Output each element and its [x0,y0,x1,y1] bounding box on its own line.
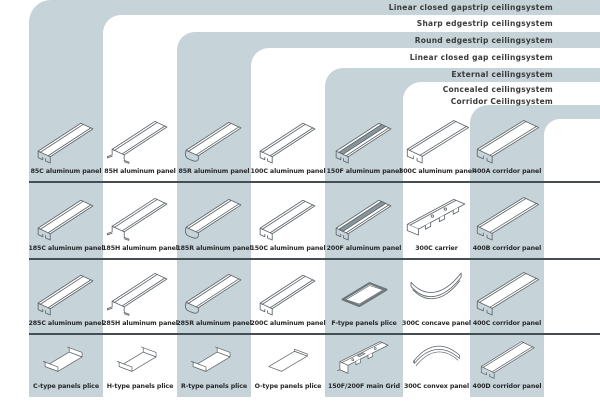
product-label: 200F aluminum panel [326,245,402,252]
h-profile-panel-icon [105,191,175,243]
c-channel-panel-icon [31,266,101,318]
product-cell [325,112,403,181]
product-cell [29,336,103,396]
h-profile-panel-icon [105,114,175,166]
product-cell [403,261,470,333]
product-label: 185H aluminum panel [102,245,178,252]
splice-tray-icon [35,336,97,381]
splice-tray-icon [109,336,171,381]
product-label: 400A corridor panel [472,168,542,175]
product-cell [403,336,470,396]
product-cell [470,184,544,258]
c-channel-panel-icon [253,114,323,166]
product-label: 100C aluminum panel [250,168,326,175]
row-divider [29,258,600,260]
product-cell [103,261,177,333]
r-profile-panel-icon [179,191,249,243]
product-cell [470,336,544,396]
product-label: 285R aluminum panel [176,320,252,327]
system-heading-2: Sharp edgestrip ceilingsystem [416,19,553,28]
flat-panel-icon [257,336,319,381]
product-label: 185R aluminum panel [176,245,252,252]
product-cell [29,261,103,333]
system-heading-3: Round edgestrip ceilingsystem [414,36,553,45]
product-cell [325,336,403,396]
product-label: 300C aluminum panel [398,168,475,175]
system-heading-1: Linear closed gapstrip ceilingsystem [388,3,553,12]
product-label: 300C carrier [415,245,458,252]
product-cell [177,112,251,181]
product-label: 150C aluminum panel [250,245,326,252]
product-cell [403,184,470,258]
system-heading-6: Concealed ceilingsystem [442,85,553,94]
product-cell [325,184,403,258]
product-cell [177,184,251,258]
carrier-rail-icon [402,191,472,243]
row-divider [29,181,600,183]
product-cell [325,261,403,333]
system-heading-4: Linear closed gap ceilingsystem [409,53,553,62]
product-label: 150F aluminum panel [326,168,402,175]
product-label: 300C concave panel [402,320,471,327]
product-cell [29,112,103,181]
product-cell [470,112,544,181]
product-label: 85C aluminum panel [30,168,102,175]
product-cell [251,184,325,258]
wide-channel-panel-icon [402,114,472,166]
main-grid-icon [333,336,395,381]
c-channel-panel-icon [253,191,323,243]
product-label: 285C aluminum panel [28,320,104,327]
h-profile-panel-icon [105,266,175,318]
product-cell [470,261,544,333]
product-cell [251,261,325,333]
product-cell [177,336,251,396]
concave-panel-icon [402,266,472,318]
product-label: 400B corridor panel [472,245,542,252]
product-cell [103,184,177,258]
wide-channel-panel-icon [472,191,542,243]
c-channel-panel-icon [253,266,323,318]
product-label: 150F/200F main Grid [327,383,401,390]
product-label: 300C convex panel [403,383,470,390]
product-label: F-type panels plice [331,320,397,327]
product-cell [251,112,325,181]
convex-panel-icon [406,336,468,381]
product-label: 85R aluminum panel [178,168,250,175]
wide-channel-panel-icon [472,114,542,166]
product-label: 400C corridor panel [472,320,542,327]
product-cell [177,261,251,333]
wide-channel-panel-icon [476,336,538,381]
system-heading-7: Corridor Ceilingsystem [450,97,553,106]
product-cell [103,112,177,181]
f-profile-panel-icon [329,114,399,166]
product-label: 85H aluminum panel [104,168,176,175]
product-label: R-type panels plice [180,383,248,390]
product-cell [251,336,325,396]
splice-tray-icon [183,336,245,381]
c-channel-panel-icon [31,114,101,166]
r-profile-panel-icon [179,114,249,166]
product-label: 200C aluminum panel [250,320,326,327]
wide-channel-panel-icon [472,266,542,318]
product-label: H-type panels plice [106,383,174,390]
row-divider [29,333,600,335]
product-label: 285H aluminum panel [102,320,178,327]
r-profile-panel-icon [179,266,249,318]
system-heading-5: External ceilingsystem [451,70,553,79]
product-cell [29,184,103,258]
product-label: 185C aluminum panel [28,245,104,252]
flat-splice-plate-icon [329,266,399,318]
f-profile-panel-icon [329,191,399,243]
product-cell [398,112,475,181]
product-label: C-type panels plice [32,383,99,390]
product-cell [103,336,177,396]
c-channel-panel-icon [31,191,101,243]
product-label: 400D corridor panel [472,383,542,390]
product-label: O-type panels plice [254,383,322,390]
